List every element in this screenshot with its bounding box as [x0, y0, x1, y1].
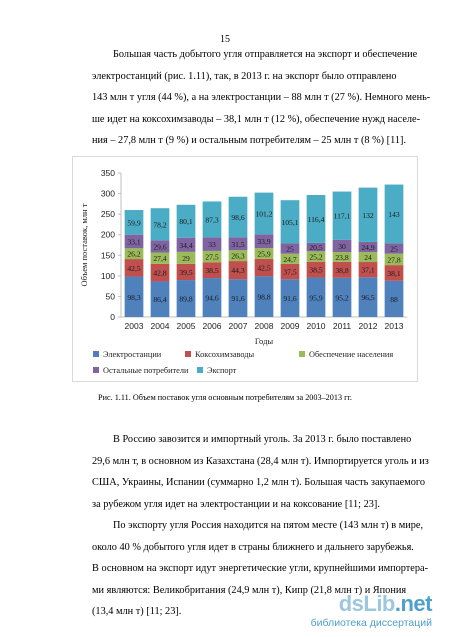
data-label: 117,1: [333, 211, 351, 221]
data-label: 27,8: [387, 255, 401, 265]
x-axis-label: Годы: [254, 336, 274, 346]
text-line: (13,4 млн т) [11; 23].: [92, 606, 182, 617]
x-tick-label: 2005: [176, 321, 196, 331]
y-tick-label: 350: [100, 168, 115, 178]
x-tick-label: 2003: [124, 321, 144, 331]
legend-entry: Электростанции: [103, 350, 162, 359]
data-label: 91,6: [283, 294, 297, 304]
legend-swatch: [197, 367, 203, 373]
paragraph-import: [92, 429, 429, 515]
data-label: 132: [362, 210, 374, 220]
figure-caption: Рис. 1.11. Объем поставок угля основным потребителям за 2003–2013 гг.: [98, 393, 352, 402]
legend-swatch: [93, 351, 99, 357]
data-label: 37,1: [361, 265, 375, 275]
text-line: 143 млн т угля (44 %), а на электростанции – 88 млн т (27 %). Немного мень-: [92, 92, 431, 103]
legend-entry: Экспорт: [207, 366, 237, 375]
data-label: 38,8: [335, 265, 349, 275]
data-label: 38,5: [205, 266, 219, 276]
y-axis-label: Объем поставок, млн т: [79, 203, 89, 287]
data-label: 25: [286, 244, 294, 254]
data-label: 98,8: [257, 292, 271, 302]
y-tick-label: 0: [110, 312, 115, 322]
y-tick-label: 300: [100, 188, 115, 199]
text-line: ми являются: Великобритания (24,9 млн т), Кипр (21,8 млн т) и Япония: [92, 584, 407, 596]
data-label: 143: [388, 209, 400, 219]
data-label: 20,5: [309, 243, 323, 253]
legend-swatch: [93, 367, 99, 373]
data-label: 89,8: [179, 294, 193, 304]
stacked-bar-chart: [73, 157, 417, 381]
data-label: 24,7: [283, 254, 297, 264]
data-label: 23,8: [335, 252, 349, 262]
data-label: 78,2: [153, 220, 167, 230]
x-tick-label: 2013: [384, 321, 404, 331]
page-number: 15: [220, 34, 230, 45]
x-tick-label: 2006: [202, 321, 222, 331]
data-label: 101,2: [255, 209, 273, 219]
data-label: 94,6: [205, 293, 219, 303]
data-label: 116,4: [307, 214, 325, 224]
text-line: за рубежом угля идет на электростанции и на коксование [11; 23].: [92, 498, 380, 510]
data-label: 25,9: [257, 249, 271, 259]
y-tick-label: 250: [100, 209, 115, 220]
data-label: 29,6: [153, 242, 167, 252]
data-label: 25: [390, 244, 398, 254]
data-label: 37,5: [283, 267, 297, 277]
watermark: [311, 593, 432, 629]
data-label: 27,5: [205, 252, 219, 262]
text-line: 29,6 млн т, в основном из Казахстана (28,4 млн т). Импортируется уголь и из: [92, 455, 429, 467]
paragraph-intro: [92, 44, 431, 152]
text-line: ше идет на коксохимзаводы – 38,1 млн т (12 %), обеспечение нужд населе-: [92, 113, 421, 125]
data-label: 95,2: [335, 293, 349, 303]
legend-swatch: [185, 351, 191, 357]
data-label: 26,3: [231, 251, 245, 261]
text-line: В Россию завозится и импортный уголь. За 2013 г. было поставлено: [113, 434, 412, 445]
data-label: 34,4: [179, 240, 193, 250]
data-label: 29: [182, 253, 190, 263]
data-label: 39,5: [179, 267, 193, 277]
y-tick-label: 200: [100, 229, 115, 240]
text-line: США, Украины, Испании (суммарно 1,2 млн т). Большая часть закупаемого: [92, 477, 426, 488]
y-tick-label: 150: [100, 250, 115, 261]
data-label: 42,8: [153, 268, 167, 278]
data-label: 44,3: [231, 266, 245, 276]
data-label: 42,5: [257, 263, 271, 273]
data-label: 26,2: [127, 249, 141, 259]
data-label: 24: [364, 253, 372, 263]
legend-entry: Обеспечение населения: [309, 350, 394, 359]
legend-entry: Коксохимзаводы: [195, 350, 255, 359]
legend-swatch: [299, 351, 305, 357]
text-line: около 40 % добытого угля идет в страны ближнего и дальнего зарубежья.: [92, 541, 414, 553]
data-label: 31,5: [231, 239, 245, 249]
text-line: По экспорту угля Россия находится на пятом месте (143 млн т) в мире,: [113, 520, 424, 531]
data-label: 86,4: [153, 295, 167, 305]
data-label: 42,5: [127, 263, 141, 273]
x-tick-label: 2012: [358, 321, 378, 331]
chart-frame: [72, 156, 418, 382]
data-label: 33,1: [127, 237, 141, 247]
x-tick-label: 2007: [228, 321, 248, 331]
data-label: 30: [338, 241, 346, 251]
text-line: электростанций (рис. 1.11), так, в 2013 г. на экспорт было отправлено: [92, 70, 397, 82]
x-tick-label: 2008: [254, 321, 274, 331]
text-line: ния – 27,8 млн т (9 %) и остальным потребителям – 25 млн т (8 %) [11].: [92, 135, 407, 146]
data-label: 91,6: [231, 294, 245, 304]
data-label: 98,3: [127, 292, 141, 302]
data-label: 24,9: [361, 243, 375, 253]
data-label: 38,5: [309, 265, 323, 275]
watermark-tagline: библиотека диссертаций: [310, 617, 432, 629]
x-tick-label: 2004: [150, 321, 170, 331]
watermark-logo: dsLib.net: [338, 591, 432, 616]
data-label: 95,9: [309, 293, 323, 303]
text-line: Большая часть добытого угля отправляется на экспорт и обеспечение: [113, 49, 418, 60]
data-label: 80,1: [179, 217, 193, 227]
data-label: 87,3: [205, 215, 219, 225]
data-label: 33: [208, 240, 216, 250]
y-tick-label: 100: [100, 270, 115, 281]
data-label: 88: [390, 294, 398, 304]
data-label: 25,2: [309, 252, 323, 262]
legend-entry: Остальные потребители: [103, 366, 189, 375]
data-label: 59,9: [127, 218, 141, 228]
data-label: 98,6: [231, 213, 245, 223]
x-tick-label: 2009: [280, 321, 300, 331]
data-label: 105,1: [281, 217, 299, 227]
x-tick-label: 2011: [332, 321, 352, 331]
data-label: 96,5: [361, 293, 375, 303]
text-line: В основном на экспорт идут энергетические угли, крупнейшими импортера-: [92, 563, 429, 574]
x-tick-label: 2010: [306, 321, 326, 331]
data-label: 27,4: [153, 254, 167, 264]
data-label: 33,9: [257, 237, 271, 247]
data-label: 38,1: [387, 268, 401, 278]
y-tick-label: 50: [105, 291, 115, 302]
